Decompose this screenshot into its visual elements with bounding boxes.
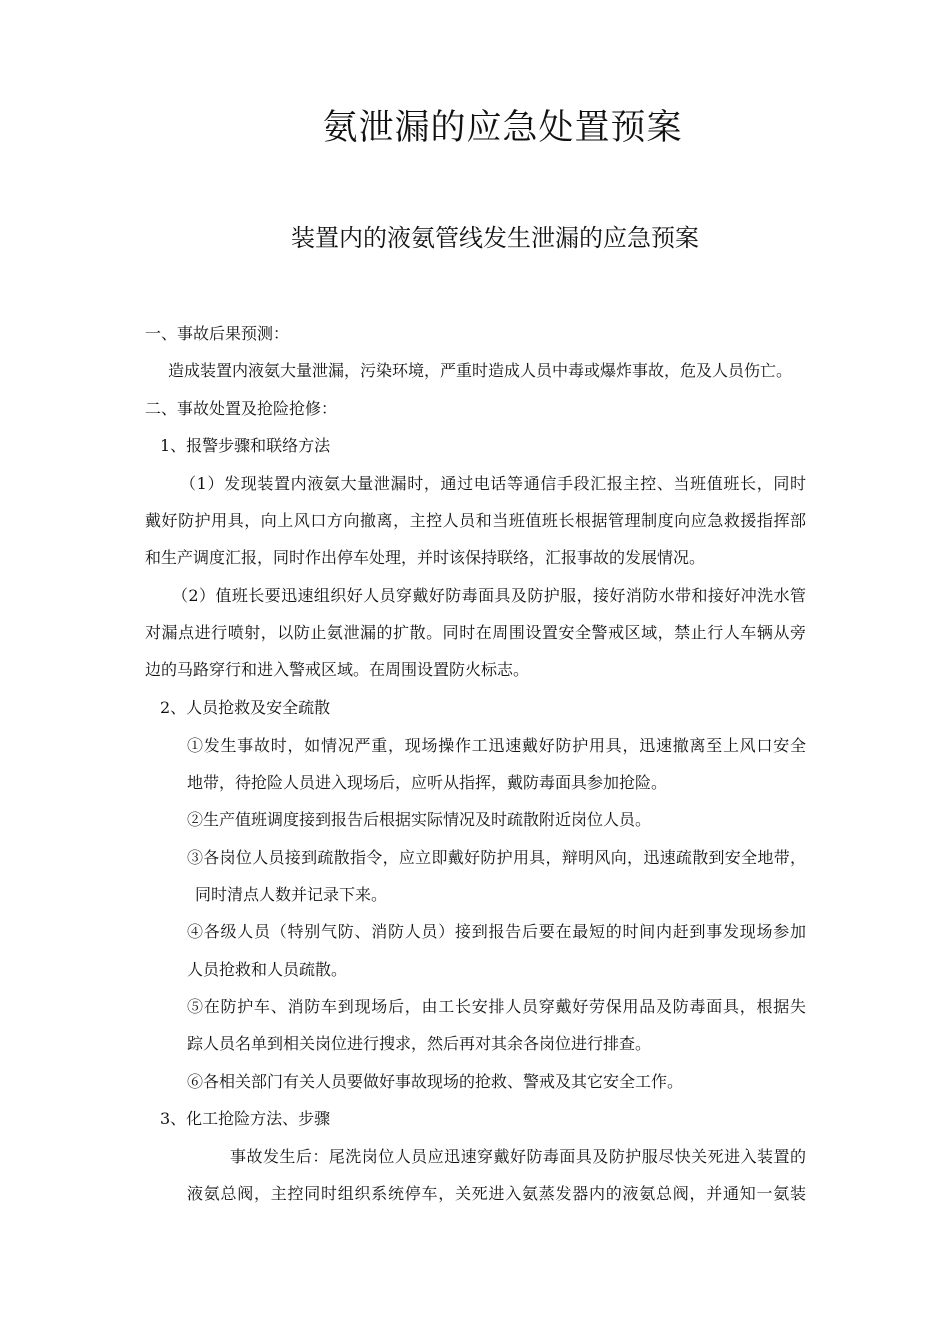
paragraph-line: 戴好防护用具，向上风口方向撤离，主控人员和当班值班长根据管理制度向应急救援指挥部 [145,511,806,530]
list-item-line: 人员抢救和人员疏散。 [187,960,348,979]
document-subtitle: 装置内的液氨管线发生泄漏的应急预案 [291,224,699,252]
list-item-line: ②生产值班调度接到报告后根据实际情况及时疏散附近岗位人员。 [187,810,652,829]
paragraph-line: 造成装置内液氨大量泄漏，污染环境，严重时造成人员中毒或爆炸事故，危及人员伤亡。 [168,361,793,380]
section-heading-1: 一、事故后果预测： [145,324,290,343]
list-item-line: ①发生事故时，如情况严重，现场操作工迅速戴好防护用具，迅速撤离至上风口安全 [187,736,806,755]
paragraph-line: 和生产调度汇报，同时作出停车处理，并时该保持联络，汇报事故的发展情况。 [145,548,706,567]
paragraph-line: （1）发现装置内液氨大量泄漏时，通过电话等通信手段汇报主控、当班值班长，同时 [180,474,806,493]
section-heading-2: 二、事故处置及抢险抢修： [145,399,338,418]
paragraph-line: （2）值班长要迅速组织好人员穿戴好防毒面具及防护服，接好消防水带和接好冲洗水管 [172,586,806,605]
paragraph-line: 边的马路穿行和进入警戒区域。在周围设置防火标志。 [145,660,530,679]
list-item-line: 地带，待抢险人员进入现场后，应听从指挥，戴防毒面具参加抢险。 [187,773,668,792]
subsection-heading-1: 1、报警步骤和联络方法 [160,436,331,455]
document-title: 氨泄漏的应急处置预案 [322,108,683,148]
paragraph-line: 液氨总阀，主控同时组织系统停车，关死进入氨蒸发器内的液氨总阀，并通知一氨装 [187,1184,806,1203]
subsection-heading-3: 3、化工抢险方法、步骤 [160,1109,331,1128]
subsection-heading-2: 2、人员抢救及安全疏散 [160,698,331,717]
list-item-line: 同时清点人数并记录下来。 [195,885,388,904]
list-item-line: ⑥各相关部门有关人员要做好事故现场的抢救、警戒及其它安全工作。 [187,1072,684,1091]
paragraph-line: 对漏点进行喷射，以防止氨泄漏的扩散。同时在周围设置安全警戒区域，禁止行人车辆从旁 [145,623,806,642]
list-item-line: ③各岗位人员接到疏散指令，应立即戴好防护用具，辩明风向，迅速疏散到安全地带， [187,848,806,867]
list-item-line: 踪人员名单到相关岗位进行搜求，然后再对其余各岗位进行排查。 [187,1034,652,1053]
paragraph-line: 事故发生后：尾洗岗位人员应迅速穿戴好防毒面具及防护服尽快关死进入装置的 [230,1147,806,1166]
list-item-line: ⑤在防护车、消防车到现场后，由工长安排人员穿戴好劳保用品及防毒面具，根据失 [187,997,806,1016]
list-item-line: ④各级人员（特别气防、消防人员）接到报告后要在最短的时间内赶到事发现场参加 [187,922,806,941]
